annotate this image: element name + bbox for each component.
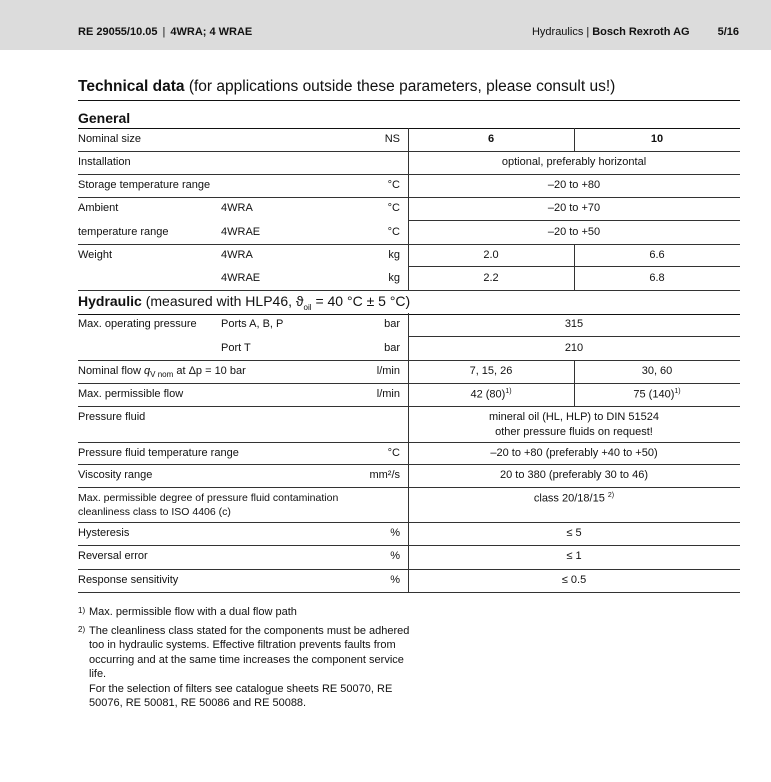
row-pressure-t: Port T bar 210 [78,337,740,361]
row-reversal-error: Reversal error % ≤ 1 [78,546,740,570]
row-viscosity: Viscosity range mm²/s 20 to 380 (preferably 30 to 46) [78,465,740,488]
row-ambient-4wrae: temperature range 4WRAE °C –20 to +50 [78,221,740,245]
header-company-info: Hydraulics | Bosch Rexroth AG 5/16 [531,26,739,38]
row-nominal-size: Nominal size NS 6 10 [78,128,740,152]
doc-id: RE 29055/10.05 [78,26,158,38]
page-header [0,0,771,50]
row-nominal-flow: Nominal flow $q_{V nom}$ at Δp = 10 bar l/min 7, 15, 26 30, 60 [78,361,740,384]
row-hysteresis: Hysteresis % ≤ 5 [78,523,740,546]
section-hydraulic: Hydraulic (measured with HLP46, $ϑ_{oil} = 40$ °C ± 5 °C) [78,293,740,315]
row-installation: Installation optional, preferably horizontal [78,152,740,175]
footnotes [78,605,418,711]
footnote-2: 2) The cleanliness class stated for the components must be adhered too in hydraulic systems. Effective filtration prevents faults from occurring and at the same time increases the component service life. For the selection of filters see catalogue sheets RE 50070, RE 50076, RE 50081, RE 50086 and RE 50088. [78,624,410,709]
row-pressure-abp: Max. operating pressure Ports A, B, P bar 315 [78,313,740,337]
doc-model: 4WRA; 4 WRAE [170,26,253,38]
page-title: Technical data (for applications outside these parameters, please consult us!) [78,78,740,101]
header-category: Hydraulics [531,26,584,38]
row-weight-4wra: Weight 4WRA kg 2.0 6.6 [78,245,740,267]
header-company: Bosch Rexroth AG [592,26,690,38]
row-contamination: Max. permissible degree of pressure fluid contamination cleanliness class to ISO 4406 (c) class 20/18/15 $^{2)}$ [78,488,740,523]
row-storage-temp: Storage temperature range °C –20 to +80 [78,175,740,198]
page-number: 5/16 [717,26,739,38]
row-pressure-fluid: Pressure fluid mineral oil (HL, HLP) to DIN 51524 other pressure fluids on request! [78,407,740,443]
row-fluid-temp: Pressure fluid temperature range °C –20 to +80 (preferably +40 to +50) [78,443,740,465]
header-doc-info: RE 29055/10.05 | 4WRA; 4 WRAE [78,26,253,38]
row-max-flow: Max. permissible flow l/min 42 $(80)^{1)}$ 75 $(140)^{1)}$ [78,384,740,407]
row-weight-4wrae: 4WRAE kg 2.2 6.8 [78,267,740,291]
row-response-sensitivity: Response sensitivity % ≤ 0.5 [78,570,740,593]
section-general: General [78,110,740,129]
row-ambient-4wra: Ambient 4WRA °C –20 to +70 [78,198,740,221]
footnote-1: 1) Max. permissible flow with a dual flow path [78,606,297,618]
